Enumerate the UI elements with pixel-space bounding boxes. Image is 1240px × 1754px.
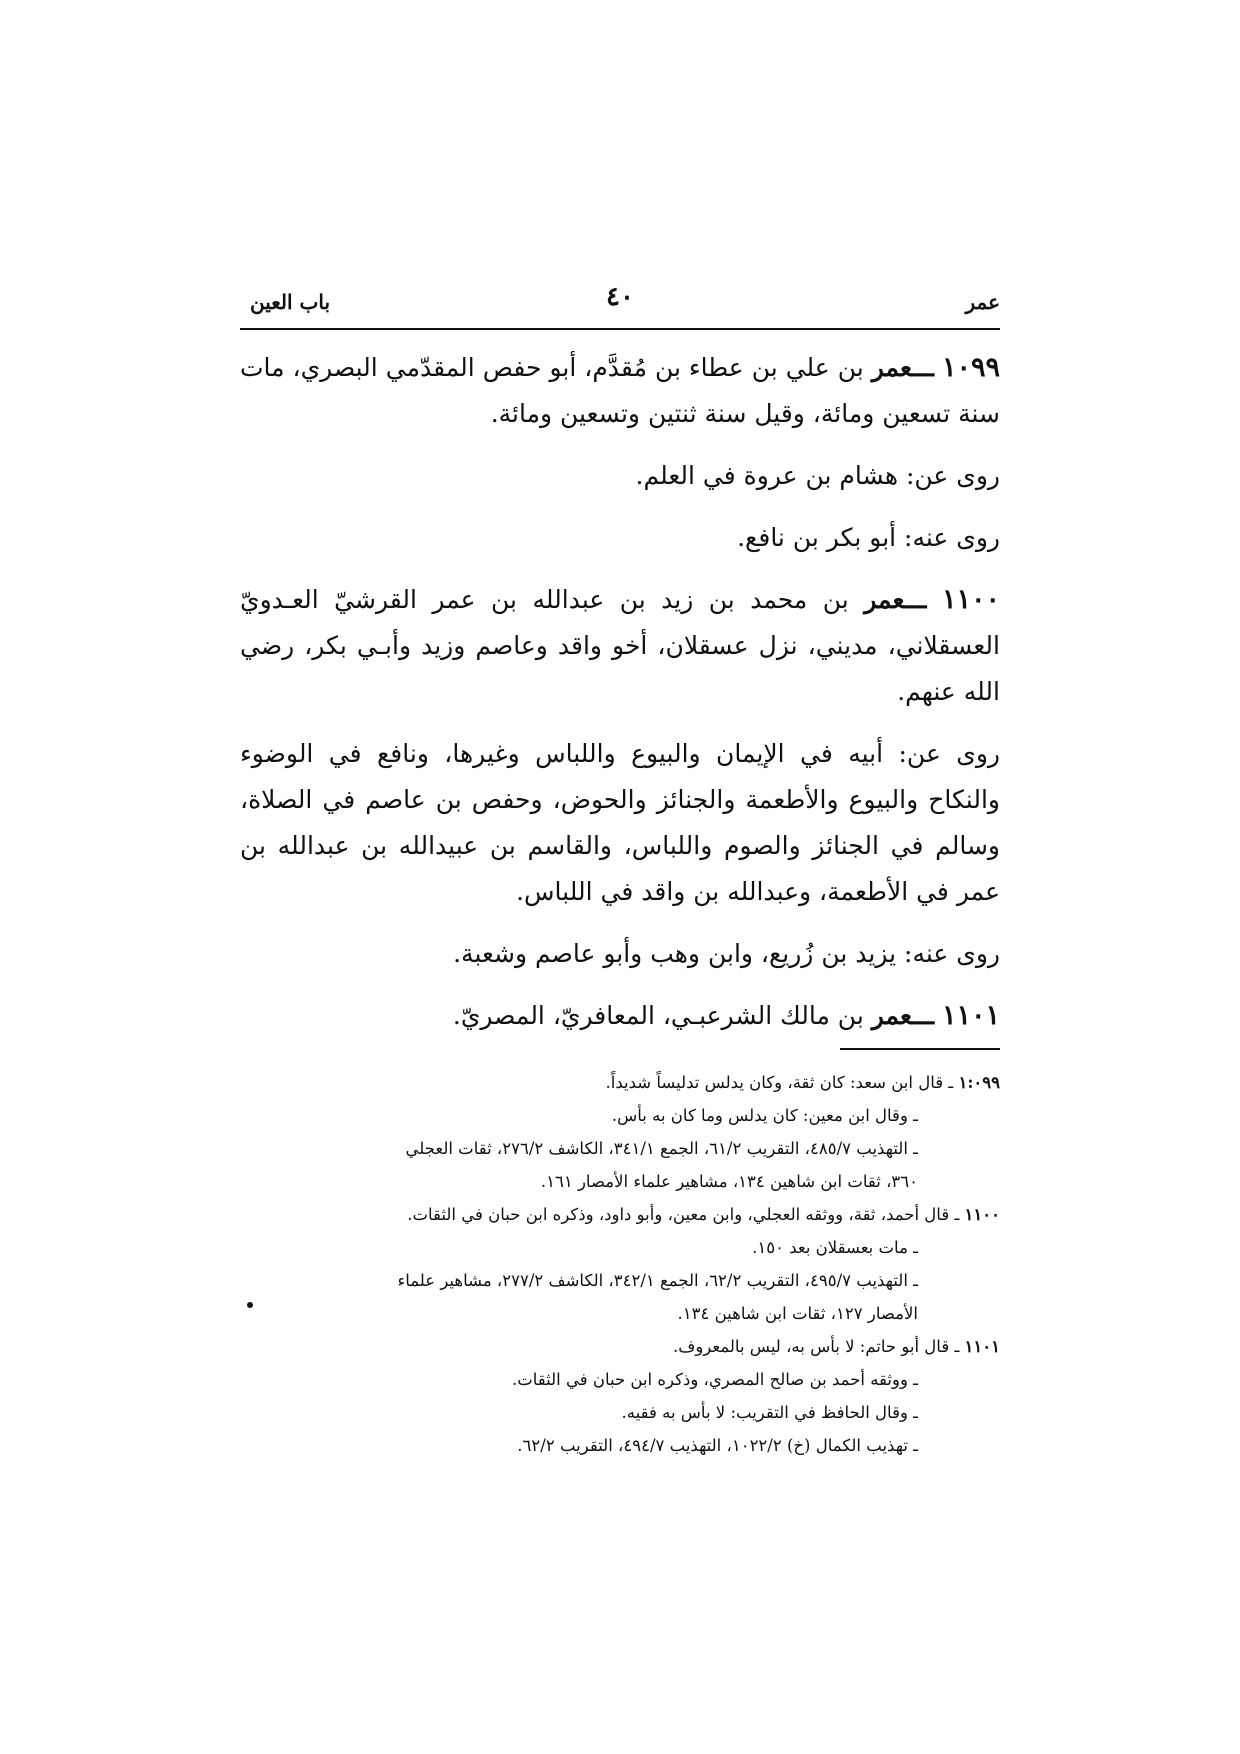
footnotes [240, 1066, 1000, 1462]
main-text [240, 345, 1000, 1055]
entry-1100 [240, 577, 1000, 715]
entry-name: عمر [864, 585, 905, 614]
footnote-1100 [240, 1198, 1000, 1330]
footnote-line: ـ مات بعسقلان بعد ١٥٠. [752, 1238, 918, 1257]
footnote-line: ـ وقال الحافظ في التقريب: لا بأس به فقيه. [621, 1403, 918, 1422]
footnote-line: ٣٦٠، ثقات ابن شاهين ١٣٤، مشاهير علماء الأمصار ١٦١. [540, 1172, 918, 1191]
entry-number: ١١٠٠ [941, 584, 1000, 615]
header-rule [240, 328, 1000, 330]
entry-1100-rawa-anhu: روى عنه: يزيد بن زُريع، وابن وهب وأبو عاصم وشعبة. [453, 939, 1000, 968]
footnote-rule [840, 1048, 1000, 1050]
entry-dash: ـــ [904, 585, 927, 614]
entry-1099 [240, 345, 1000, 437]
header-entry-name: عمر [965, 290, 1000, 314]
page-header [240, 282, 1000, 322]
entry-number: ١١٠١ [941, 1000, 1000, 1031]
footnote-number: ١:٠٩٩ [958, 1073, 1000, 1092]
footnote-line: ـ تهذيب الكمال (خ) ١٠٢٢/٢، التهذيب ٤٩٤/٧، التقريب ٦٢/٢. [517, 1436, 918, 1455]
entry-name: عمر [871, 1001, 913, 1030]
footnote-line: ١١٠١ ـ قال أبو حاتم: لا بأس به، ليس بالمعروف. [672, 1337, 1000, 1356]
scan-speck [247, 1302, 253, 1308]
entry-dash: ـــ [912, 1001, 935, 1030]
entry-1099-rawa-an: روى عن: هشام بن عروة في العلم. [635, 461, 1000, 490]
entry-name: عمر [871, 353, 913, 382]
header-chapter-title: باب العين [250, 290, 331, 314]
footnote-line: الأمصار ١٢٧، ثقات ابن شاهين ١٣٤. [677, 1304, 918, 1323]
entry-1099-rawa-anhu: روى عنه: أبو بكر بن نافع. [737, 523, 1000, 552]
footnote-1099 [240, 1066, 1000, 1198]
footnote-line: ـ وقال ابن معين: كان يدلس وما كان به بأس. [611, 1106, 918, 1125]
footnote-1101 [240, 1330, 1000, 1462]
footnote-line: ـ التهذيب ٤٩٥/٧، التقريب ٦٢/٢، الجمع ٣٤٢/١، الكاشف ٢٧٧/٢، مشاهير علماء [397, 1271, 918, 1290]
footnote-line: ـ التهذيب ٤٨٥/٧، التقريب ٦١/٢، الجمع ٣٤١/١، الكاشف ٢٧٦/٢، ثقات العجلي [405, 1139, 918, 1158]
footnote-number: ١١٠٠ [964, 1205, 1000, 1224]
entry-1100-rawa-an: روى عن: أبيه في الإيمان والبيوع واللباس وغيرها، ونافع في الوضوء والنكاح والبيوع والأطعمة والجنائز والحوض، وحفص بن عاصم في الصلاة، وسالم في الجنائز والصوم واللباس، والقاسم بن عبيدالله بن عبدالله بن عمر في الأطعمة، وعبدالله بن واقد في اللباس. [240, 739, 1000, 906]
entry-number: ١٠٩٩ [942, 352, 1001, 383]
entry-text: بن محمد بن زيد بن عبدالله بن عمر القرشيّ العـدويّ العسقلاني، مديني، نزل عسقلان، أخو واقد وعاصم وزيد وأبـي بكر، رضي الله عنهم. [240, 585, 1000, 706]
entry-dash: ـــ [912, 353, 934, 382]
entry-text: بن مالك الشرعبـي، المعافريّ، المصريّ. [452, 1001, 864, 1030]
footnote-line: ١:٠٩٩ ـ قال ابن سعد: كان ثقة، وكان يدلس تدليساً شديداً. [605, 1073, 1000, 1092]
footnote-line: ـ ووثقه أحمد بن صالح المصري، وذكره ابن حبان في الثقات. [511, 1370, 918, 1389]
entry-1101 [240, 993, 1000, 1039]
footnote-line: ١١٠٠ ـ قال أحمد، ثقة، ووثقه العجلي، وابن معين، وأبو داود، وذكره ابن حبان في الثقات. [407, 1205, 1000, 1224]
page-number: ٤٠ [606, 282, 634, 312]
entry-text: بن علي بن عطاء بن مُقدَّم، أبو حفص المقدّمي البصري، مات سنة تسعين ومائة، وقيل سنة ثنتين وتسعين ومائة. [240, 353, 1000, 428]
footnote-number: ١١٠١ [964, 1337, 1000, 1356]
